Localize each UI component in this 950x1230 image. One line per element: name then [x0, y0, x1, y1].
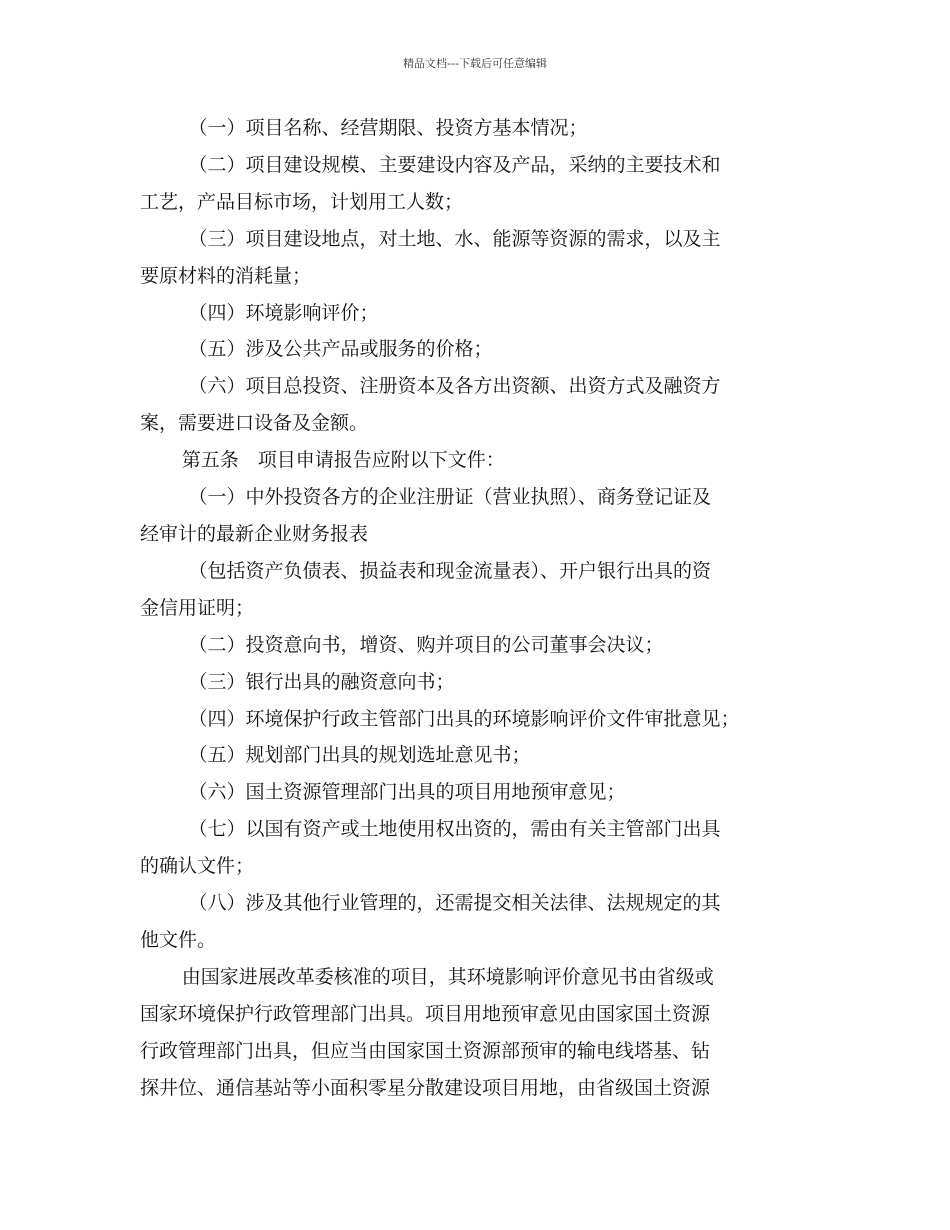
text-line: 金信用证明； [140, 596, 255, 619]
article-heading [140, 442, 812, 479]
paragraph [140, 368, 812, 442]
text-line: 工艺，产品目标市场，计划用工人数； [140, 190, 464, 213]
paragraph [140, 295, 812, 332]
text-line: 他文件。 [140, 928, 217, 951]
text-line: 案，需要进口设备及金额。 [140, 412, 369, 435]
text-line: （二）项目建设规模、主要建设内容及产品，采纳的主要技术和 [188, 153, 721, 176]
text-line: （包括资产负债表、损益表和现金流量表）、开户银行出具的资 [188, 559, 711, 582]
paragraph [140, 701, 812, 738]
paragraph [140, 110, 812, 147]
paragraph [140, 811, 812, 885]
text-line: 探井位、通信基站等小面积零星分散建设项目用地，由省级国土资源 [140, 1076, 711, 1099]
page-header: 精品文档---下载后可任意编辑 [403, 57, 547, 70]
text-line: 国家环境保护行政管理部门出具。项目用地预审意见由国家国土资源 [140, 1002, 711, 1025]
text-line: 行政管理部门出具，但应当由国家国土资源部预审的输电线塔基、钻 [140, 1039, 711, 1062]
text-line: （一）中外投资各方的企业注册证（营业执照）、商务登记证及 [188, 486, 711, 509]
text-line: （七）以国有资产或土地使用权出资的，需由有关主管部门出具 [188, 818, 721, 841]
text-line: 经审计的最新企业财务报表 [140, 522, 369, 545]
text-line: 由国家进展改革委核准的项目，其环境影响评价意见书由省级或 [181, 965, 714, 988]
text-line: （六）国土资源管理部门出具的项目用地预审意见； [188, 781, 626, 804]
paragraph [140, 737, 812, 774]
text-line: （四）环境保护行政主管部门出具的环境影响评价文件审批意见； [188, 707, 740, 730]
paragraph [140, 221, 812, 295]
text-line: 第五条 项目申请报告应附以下文件： [181, 449, 505, 472]
text-line: （四）环境影响评价； [188, 301, 379, 324]
paragraph [140, 553, 812, 627]
document-body [140, 110, 812, 1106]
text-line: （三）银行出具的融资意向书； [188, 670, 455, 693]
paragraph [140, 959, 812, 1107]
paragraph [140, 664, 812, 701]
text-line: （六）项目总投资、注册资本及各方出资额、出资方式及融资方 [188, 375, 721, 398]
text-line: （一）项目名称、经营期限、投资方基本情况； [188, 117, 588, 139]
text-line: 的确认文件； [140, 855, 255, 878]
paragraph [140, 147, 812, 221]
text-line: 要原材料的消耗量； [140, 264, 312, 287]
text-line: （五）规划部门出具的规划选址意见书； [188, 744, 531, 767]
paragraph [140, 331, 812, 368]
paragraph [140, 774, 812, 811]
text-line: （三）项目建设地点，对土地、水、能源等资源的需求，以及主 [188, 227, 721, 250]
text-line: （八）涉及其他行业管理的，还需提交相关法律、法规规定的其 [188, 892, 721, 915]
paragraph [140, 627, 812, 664]
paragraph [140, 479, 812, 553]
text-line: （二）投资意向书，增资、购并项目的公司董事会决议； [188, 633, 664, 656]
paragraph [140, 885, 812, 959]
text-line: （五）涉及公共产品或服务的价格； [188, 338, 493, 361]
